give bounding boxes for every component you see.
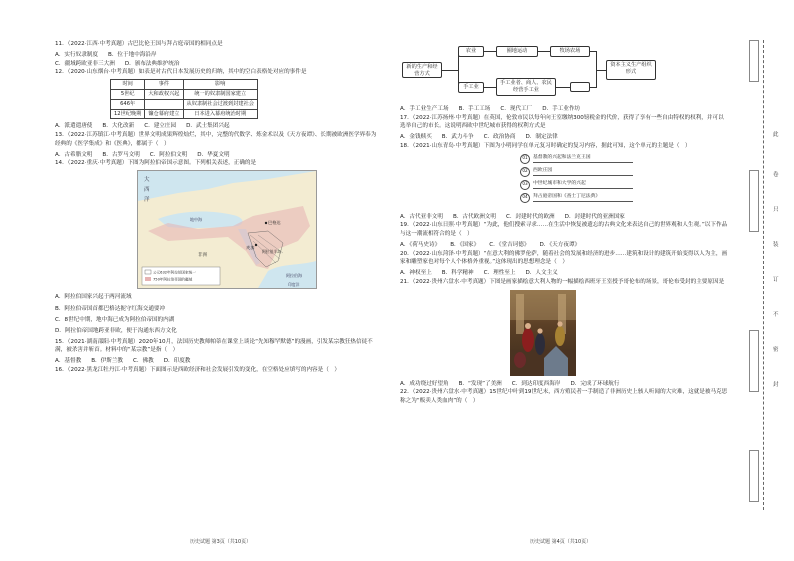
painting-figure	[535, 333, 545, 355]
flow-node-ranch: 牧场农场	[550, 46, 590, 57]
q12-cell: 646年	[111, 99, 145, 109]
q21-stem: 21．（2022·贵州六盘水·中考真题）下图是画家描绘意大利人物的一幅描绘西班牙王室授予哥伦布的场景，哥伦布受封的主要原因是	[400, 279, 725, 286]
legend-label-632: 公元632年阿拉伯国家统一	[153, 270, 196, 275]
q15-opt-a[interactable]: A．基督教	[55, 358, 82, 365]
q20-opt-a[interactable]: A．神权至上	[400, 270, 432, 277]
binding-char: 卷	[773, 172, 779, 178]
baghdad-dot	[265, 222, 267, 224]
map-label-indian-ocean: 印度洋	[288, 282, 300, 288]
timeline-num: 01	[520, 154, 530, 164]
binding-box	[749, 450, 759, 502]
q13-options	[55, 151, 378, 160]
q12-table	[110, 79, 258, 119]
q20-opt-d[interactable]: D．人文主义	[525, 270, 558, 277]
binding-dashed-line	[763, 40, 764, 510]
map-svg	[138, 171, 316, 288]
q20-options	[400, 269, 728, 278]
q14-opt-c[interactable]: C．8世纪中期，地中海已成为阿拉伯帝国的内湖	[55, 316, 175, 323]
q20-opt-c[interactable]: C．理性至上	[483, 270, 516, 277]
q15-opt-c[interactable]: C．佛教	[133, 358, 154, 365]
q12-th-time: 时间	[111, 80, 145, 90]
q16-opt-d[interactable]: D．手工业作坊	[542, 106, 581, 112]
painting-figure-head	[537, 328, 542, 333]
painting-figure	[514, 352, 526, 368]
q12-cell: 统一的奴隶制国家建立	[183, 90, 257, 100]
q16-opt-b[interactable]: B．手工工场	[458, 106, 491, 112]
q12-cell: 日本进入幕府统治时期	[183, 109, 257, 119]
q11-options	[55, 51, 378, 60]
mecca-dot	[255, 244, 257, 246]
q18-stem: 18．（2021·山东青岛·中考真题）下图为小明同学在单元复习时确定的复习内容，据此可知，这个单元的主题是（ ）	[400, 143, 691, 150]
flow-node-enclosure: 圈地运动	[496, 46, 538, 57]
binding-box	[749, 330, 759, 392]
flow-connector	[538, 51, 550, 52]
q21-options	[400, 380, 728, 389]
q17-opt-c[interactable]: C．政治协商	[483, 134, 516, 141]
binding-char: 只	[773, 207, 779, 213]
q18-opt-a[interactable]: A．古代亚非文明	[400, 213, 443, 220]
flow-connector	[596, 70, 606, 71]
flow-node-handicraft: 手工业	[458, 82, 484, 93]
map-label-arabian-sea: 阿拉伯海	[286, 273, 302, 279]
timeline-num: 04	[520, 193, 530, 203]
painting-figure	[555, 326, 565, 346]
q19-opt-c[interactable]: C．《堂吉诃德》	[489, 242, 530, 249]
q12-cell: 镰仓幕府建立	[145, 109, 183, 119]
review-timeline	[520, 154, 680, 210]
timeline-item	[520, 193, 633, 203]
q17-opt-d[interactable]: D．制定法律	[525, 134, 558, 141]
q13-opt-b[interactable]: B．古罗马文明	[102, 151, 140, 158]
flow-node-capitalism: 资本主义生产组织形式	[606, 60, 656, 80]
q14-opt-a[interactable]: A．阿拉伯国家兴起于两河流域	[55, 294, 132, 301]
timeline-num: 02	[520, 167, 530, 177]
q11-opt-c[interactable]: C．疆域跨欧亚非三大洲	[55, 60, 115, 67]
q22-stem: 22．（2022·贵州六盘水·中考真题）15世纪中叶到19世纪末，西方殖民者一手制造了非洲历史上骇人听闻的大灾难，这就是被马克思称之为“贩卖人类血肉”的（ ）	[400, 389, 728, 405]
q12-options	[55, 122, 378, 131]
q12-cell: 大和政权兴起	[145, 90, 183, 100]
q12-stem: 12．（2020·山东烟台·中考真题）如表是对古代日本发展历史的归纳，其中的空白表格处对应的事件是	[55, 69, 307, 76]
q12-opt-b[interactable]: B．大化改新	[102, 123, 135, 130]
q19-opt-b[interactable]: B．《国家》	[450, 242, 480, 249]
q15-options	[55, 357, 378, 366]
timeline-text: 拜占庭帝国和《查士丁尼法典》	[533, 193, 633, 202]
legend-swatch-750	[145, 277, 151, 281]
q12-opt-c[interactable]: C．建立庄园	[144, 123, 177, 130]
q13-stem: 13．（2022·江苏镇江·中考真题）世界文明成果辉煌灿烂，其中，完整的代数学、炼金术以及《天方夜谭》、长期被欧洲医学界奉为经典的《医学集成》和《医典》，都属于（ ）	[55, 132, 377, 147]
map-label-atlantic-2: 西	[144, 187, 150, 194]
q17-stem: 17．（2022·江苏扬州·中考真题）在英国，伦敦市民以每年向王室缴纳300镑税金的代价，获得了享有一些自由特权的权利，并可以选举自己的市长。这说明西欧中世纪城市获得的权利方式是	[400, 114, 724, 130]
q21-opt-d[interactable]: D．完成了环球航行	[570, 380, 620, 387]
binding-char: 此	[773, 132, 779, 138]
binding-char: 密	[773, 347, 779, 353]
flow-connector	[442, 70, 458, 71]
map-label-africa: 非洲	[198, 253, 207, 259]
q15-opt-b[interactable]: B．伊斯兰教	[91, 358, 124, 365]
binding-strip	[745, 0, 794, 561]
q12-th-effect: 影响	[183, 80, 257, 90]
q16-options	[400, 105, 728, 114]
q21-opt-c[interactable]: C．到达印度西海岸	[511, 380, 561, 387]
q12-cell: 12世纪晚期	[111, 109, 145, 119]
binding-char: 装	[773, 242, 779, 248]
q15-stem: 15．（2021·湖南邵阳·中考真题）2020年10月，法国历史教师帕蒂在课堂上谈论“先知穆罕默德”的漫画，引发某宗教狂热信徒不满，被杀害并斩首。材料中的“某宗教”是指（ ）	[55, 338, 373, 354]
painting-figure	[522, 328, 534, 352]
binding-char: 封	[773, 382, 779, 388]
q12-cell: 5世纪	[111, 90, 145, 100]
q12-cell-blank	[145, 99, 183, 109]
q16-opt-c[interactable]: C．现代工厂	[500, 106, 533, 112]
q16-opt-a[interactable]: A．手工业生产工场	[400, 106, 449, 112]
q13-opt-c[interactable]: C．阿拉伯文明	[149, 151, 188, 158]
columbus-painting	[510, 290, 576, 376]
q17-opt-a[interactable]: A．金钱赎买	[400, 134, 432, 141]
q11-stem: 11．（2022·江西·中考真题）古巴比伦王国与拜占庭帝国的相同点是	[55, 41, 223, 47]
q12-opt-d[interactable]: D．武士集团兴起	[186, 123, 230, 130]
binding-char: 不	[773, 312, 779, 318]
q11-opt-a[interactable]: A．实行奴隶制度	[55, 52, 98, 59]
q16-stem: 16．（2022·黑龙江牡丹江·中考真题）下面图示是西欧经济和社会发展引发的变化，在空格处应填写的内容是（ ）	[55, 367, 341, 374]
map-label-atlantic-3: 洋	[144, 197, 150, 204]
flow-node-agriculture: 农业	[458, 46, 484, 57]
q11-opt-d[interactable]: D．颁布法典维护统治	[124, 60, 180, 67]
timeline-item	[520, 180, 633, 190]
map-label-mecca: 麦加	[246, 245, 255, 251]
map-label-atlantic-1: 大	[144, 177, 150, 184]
q17-opt-b[interactable]: B．武力斗争	[441, 134, 474, 141]
q18-opt-c[interactable]: C．封建时代的欧洲	[505, 213, 555, 220]
q15-opt-d[interactable]: D．印度教	[163, 358, 191, 365]
q21-opt-a[interactable]: A．成功绕过好望角	[400, 380, 449, 387]
map-label-baghdad: 巴格达	[268, 220, 281, 226]
timeline-text: 基督教的兴起和法兰克王国	[533, 154, 633, 163]
q14-opt-d[interactable]: D．阿拉伯帝国地跨亚非欧，便于沟通东西方文化	[55, 327, 177, 334]
q19-opt-d[interactable]: D．《天方夜谭》	[539, 242, 581, 249]
flow-connector	[484, 51, 496, 52]
flow-node-new-mode: 新的生产和经营方式	[402, 62, 442, 78]
q20-stem: 20．（2022·山东菏泽·中考真题）“在意大利的佛罗伦萨，随着社会的发展和经济的进步……建筑和设计的建筑开始变得以人为主，画家和雕塑家也对每个人个体格外重视。”这体现出的思想理念是（ ）	[400, 250, 728, 266]
q18-opt-b[interactable]: B．古代欧洲文明	[452, 213, 496, 220]
map-label-mediterranean: 地中海	[190, 217, 202, 223]
q18-opt-d[interactable]: D．封建时代的亚洲国家	[564, 213, 625, 220]
q19-options	[400, 241, 728, 250]
flow-node-blank	[570, 82, 590, 92]
footer-page-right: 历史试题 第4页（共10页）	[530, 539, 592, 545]
binding-box	[749, 170, 759, 232]
timeline-item	[520, 154, 633, 164]
map-label-arabia: 阿拉伯半岛	[262, 249, 281, 255]
q17-options	[400, 133, 728, 142]
q12-cell: 从奴隶制社会过渡到封建社会	[183, 99, 257, 109]
right-column	[400, 40, 728, 408]
legend-label-750: 750年阿拉伯帝国的疆域	[153, 277, 193, 282]
q13-opt-a[interactable]: A．古希腊文明	[55, 151, 93, 158]
flow-node-workers: 手工业者、商人、农民经营手工业	[496, 78, 556, 96]
binding-box	[749, 40, 759, 82]
q12-th-event: 事件	[145, 80, 183, 90]
flow-connector	[556, 87, 570, 88]
painting-figure-head	[525, 323, 531, 329]
q21-opt-b[interactable]: B．“发现”了美洲	[458, 380, 502, 387]
timeline-num: 03	[520, 180, 530, 190]
binding-char: 订	[773, 277, 779, 283]
q20-opt-b[interactable]: B．科学精神	[441, 270, 474, 277]
timeline-item	[520, 167, 633, 177]
q14-stem: 14．（2022·重庆·中考真题）下图为阿拉伯帝国示意图。下列相关表述，正确的是	[55, 160, 257, 167]
q13-opt-d[interactable]: D．华夏文明	[197, 151, 230, 158]
arab-empire-map	[137, 170, 317, 289]
q18-options	[400, 213, 728, 222]
q12-opt-a[interactable]: A．派遣遣唐使	[55, 123, 93, 130]
q14-opt-b[interactable]: B．阿拉伯帝国首都巴格达扼守红海交通要冲	[55, 305, 166, 312]
timeline-text: 西欧庄园	[533, 167, 633, 176]
q19-opt-a[interactable]: A．《荷马史诗》	[400, 242, 441, 249]
q19-stem: 19．（2022·山东日照·中考真题）“为此，他们搜索寻求……在生活中恢复被遗忘的古典文化来表达自己的世界观和人生观。”以下作品与这一潮流相符合的是（ ）	[400, 222, 728, 237]
painting-svg	[510, 290, 576, 376]
painting-column	[516, 294, 524, 334]
timeline-text: 中世纪城市和大学的兴起	[533, 180, 633, 189]
flow-connector	[484, 87, 496, 88]
q11-opt-b[interactable]: B．位于地中海沿岸	[107, 52, 157, 59]
painting-figure-head	[557, 321, 562, 326]
q11-options-row2	[55, 60, 378, 69]
footer-page-left: 历史试题 第3页（共10页）	[190, 539, 252, 545]
economy-flow-diagram	[400, 44, 728, 102]
left-column	[55, 40, 378, 377]
